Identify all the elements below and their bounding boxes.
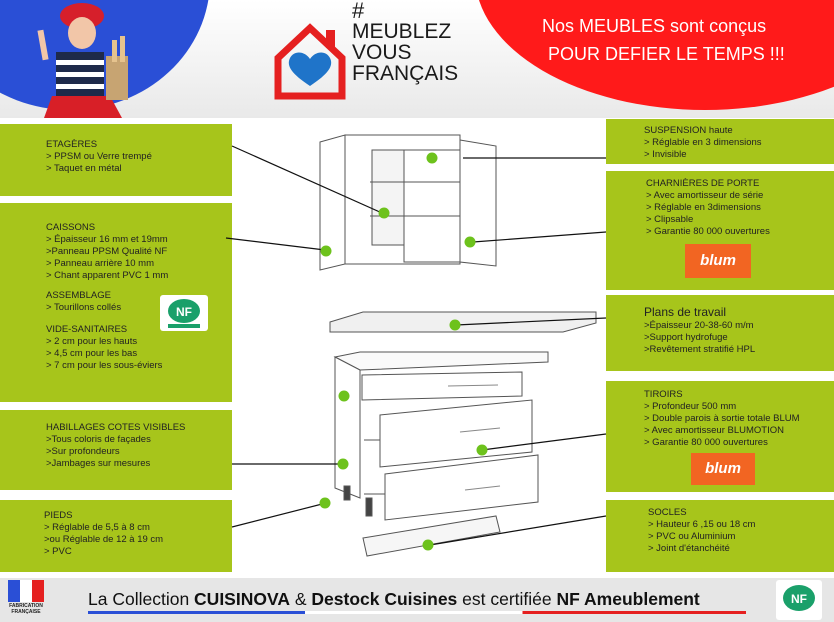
- panel-line: > Avec amortisseur de série: [646, 190, 764, 201]
- panel-line: >Sur profondeurs: [46, 446, 120, 457]
- logo-line-2: VOUS: [352, 41, 412, 64]
- panel-line: > Joint d'étanchéité: [648, 543, 730, 554]
- panel-line: > 4,5 cm pour les bas: [46, 348, 138, 359]
- panel-line: > Tourillons collés: [46, 302, 122, 313]
- panel-title: CAISSONS: [46, 222, 96, 233]
- footer-underline: [88, 611, 746, 614]
- panel-title: SUSPENSION haute: [644, 125, 733, 136]
- footer-text-mid1: &: [289, 589, 312, 609]
- panel-line: > PVC ou Aluminium: [648, 531, 736, 542]
- blum-badge: blum: [685, 244, 751, 278]
- panel-line: > 7 cm pour les sous-éviers: [46, 360, 163, 371]
- panel-line: > Garantie 80 000 ouvertures: [644, 437, 768, 448]
- footer-text-mid2: est certifiée: [457, 589, 557, 609]
- panel-line: >Tous coloris de façades: [46, 434, 151, 445]
- logo-line-3: FRANÇAIS: [352, 62, 459, 85]
- france-flag-icon: [8, 580, 44, 620]
- panel-title: TIROIRS: [644, 389, 683, 400]
- panel-title: ETAGÈRES: [46, 139, 98, 150]
- blum-badge: blum: [691, 453, 755, 485]
- panel-line: >Épaisseur 20-38-60 m/m: [644, 320, 754, 331]
- panel-line: > Hauteur 6 ,15 ou 18 cm: [648, 519, 756, 530]
- footer-text-pre: La Collection: [88, 589, 195, 609]
- panel-line: >Revêtement stratifié HPL: [644, 344, 756, 355]
- footer-brand-1: CUISINOVA: [194, 589, 290, 609]
- panel-line: > PVC: [44, 546, 72, 557]
- footer-bar: [0, 578, 834, 622]
- panel-line: > Panneau arrière 10 mm: [46, 258, 154, 269]
- panel-line: >Panneau PPSM Qualité NF: [46, 246, 168, 257]
- panel-line: > Clipsable: [646, 214, 694, 225]
- panel-line: > Profondeur 500 mm: [644, 401, 737, 412]
- panel-line: > Garantie 80 000 ouvertures: [646, 226, 770, 237]
- panel-line: >Support hydrofuge: [644, 332, 728, 343]
- nf-logo-footer-icon: [776, 580, 822, 620]
- panel-title: SOCLES: [648, 507, 687, 518]
- panel-line: > 2 cm pour les hauts: [46, 336, 138, 347]
- panel-line: > Invisible: [644, 149, 687, 160]
- panel-title: ASSEMBLAGE: [46, 290, 111, 301]
- panel-line: > Épaisseur 16 mm et 19mm: [46, 234, 168, 245]
- footer-text: [88, 589, 700, 610]
- footer-brand-2: Destock Cuisines: [311, 589, 458, 609]
- slogan-line-1: Nos MEUBLES sont conçus: [542, 16, 767, 36]
- panel-line: >Jambages sur mesures: [46, 458, 151, 469]
- panel-line: > PPSM ou Verre trempé: [46, 151, 152, 162]
- panel-title: VIDE-SANITAIRES: [46, 324, 128, 335]
- panel-line: > Avec amortisseur BLUMOTION: [644, 425, 784, 436]
- panel-line: > Chant apparent PVC 1 mm: [46, 270, 169, 281]
- logo-hash: #: [352, 0, 365, 23]
- panel-title: CHARNIÈRES DE PORTE: [646, 178, 760, 189]
- panel-title: PIEDS: [44, 510, 73, 521]
- panel-title: Plans de travail: [644, 305, 727, 319]
- panel-line: > Réglable en 3 dimensions: [644, 137, 762, 148]
- panel-line: > Réglable de 5,5 à 8 cm: [44, 522, 150, 533]
- footer-cert: NF Ameublement: [556, 589, 700, 609]
- panel-line: > Réglable en 3dimensions: [646, 202, 761, 213]
- panel-line: > Taquet en métal: [46, 163, 122, 174]
- panel-line: >ou Réglable de 12 à 19 cm: [44, 534, 164, 545]
- panel-line: > Double parois à sortie totale BLUM: [644, 413, 800, 424]
- nf-text: NF: [176, 305, 192, 319]
- logo-line-1: MEUBLEZ: [352, 20, 452, 43]
- panel-title: HABILLAGES COTES VISIBLES: [46, 422, 186, 433]
- nf-footer-text: NF: [791, 592, 807, 606]
- slogan-line-2: POUR DEFIER LE TEMPS !!!: [548, 44, 785, 64]
- fabrication-label: FABRICATION FRANÇAISE: [9, 603, 43, 615]
